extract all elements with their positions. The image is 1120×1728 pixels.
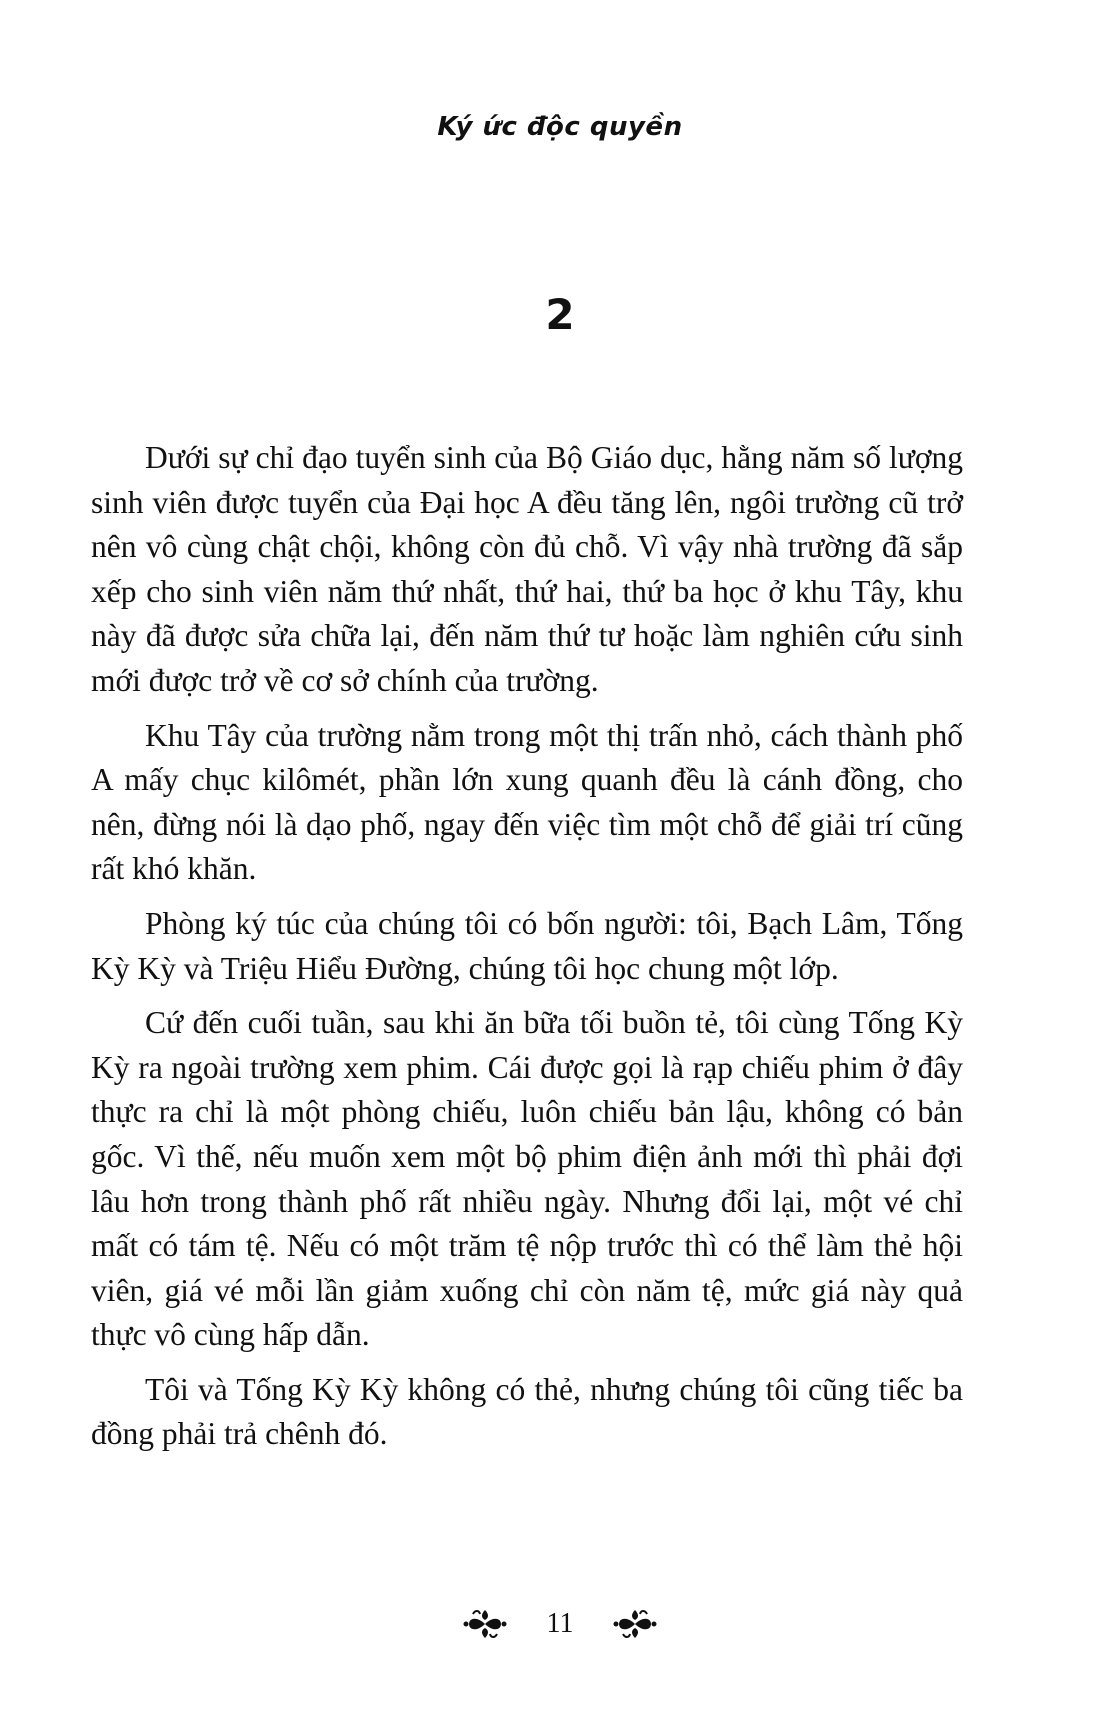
paragraph: Khu Tây của trường nằm trong một thị trấn nhỏ, cách thành phố A mấy chục kilômét, phần lớn xung quanh đều là cánh đồng, cho nên, đừng nói là dạo phố, ngay đến việc tìm một chỗ để giải trí cũng rất khó khăn. xyxy=(91,717,963,887)
page-number: 11 xyxy=(546,1608,574,1639)
running-header: Ký ức độc quyền xyxy=(437,112,683,142)
chapter-body xyxy=(91,436,963,1467)
paragraph: Dưới sự chỉ đạo tuyển sinh của Bộ Giáo dục, hằng năm số lượng sinh viên được tuyển của Đại học A đều tăng lên, ngôi trường cũ trở nên vô cùng chật chội, không còn đủ chỗ. Vì vậy nhà trường đã sắp xếp cho sinh viên năm thứ nhất, thứ hai, thứ ba học ở khu Tây, khu này đã được sửa chữa lại, đến năm thứ tư hoặc làm nghiên cứu sinh mới được trở về cơ sở chính của trường. xyxy=(91,440,963,698)
paragraph: Tôi và Tống Kỳ Kỳ không có thẻ, nhưng chúng tôi cũng tiếc ba đồng phải trả chênh đó. xyxy=(91,1371,963,1452)
fleuron-right-icon xyxy=(613,1606,657,1642)
chapter-number: 2 xyxy=(545,290,575,339)
fleuron-left-icon xyxy=(463,1606,507,1642)
paragraph: Cứ đến cuối tuần, sau khi ăn bữa tối buồn tẻ, tôi cùng Tống Kỳ Kỳ ra ngoài trường xem phim. Cái được gọi là rạp chiếu phim ở đây thực ra chỉ là một phòng chiếu, luôn chiếu bản lậu, không có bản gốc. Vì thế, nếu muốn xem một bộ phim điện ảnh mới thì phải đợi lâu hơn trong thành phố rất nhiều ngày. Nhưng đổi lại, một vé chỉ mất có tám tệ. Nếu có một trăm tệ nộp trước thì có thể làm thẻ hội viên, giá vé mỗi lần giảm xuống chỉ còn năm tệ, mức giá này quả thực vô cùng hấp dẫn. xyxy=(91,1005,963,1353)
paragraph: Phòng ký túc của chúng tôi có bốn người: tôi, Bạch Lâm, Tống Kỳ Kỳ và Triệu Hiểu Đường, chúng tôi học chung một lớp. xyxy=(91,905,963,986)
page-footer xyxy=(0,1606,1120,1642)
